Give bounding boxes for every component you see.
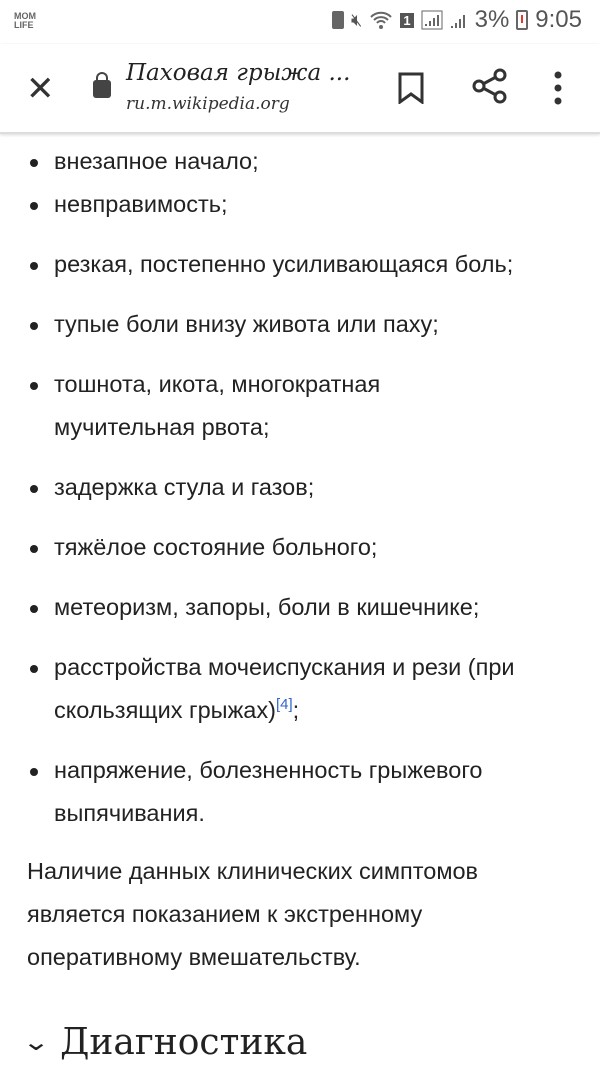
list-item [0, 646, 600, 732]
list-item-punctuation: ; [292, 697, 300, 723]
reference-link[interactable]: [4] [275, 696, 293, 714]
paragraph: Наличие данных клинических симптомов является показанием к экстренному оперативному вмешательству. [27, 858, 479, 970]
page-url[interactable]: ru.m.wikipedia.org [126, 94, 290, 114]
battery-low-icon [516, 10, 528, 30]
list-item: метеоризм, запоры, боли в кишечнике; [0, 586, 600, 629]
battery-saver-icon [332, 11, 344, 29]
app-notification-icon: MOM LIFE [14, 11, 36, 30]
list-item: тошнота, икота, многократная мучительная рвота; [0, 363, 600, 449]
mute-icon: 🔇︎ [351, 9, 363, 30]
status-bar [0, 0, 600, 44]
browser-toolbar [0, 44, 600, 134]
more-options-icon[interactable] [552, 70, 564, 106]
list-item: тупые боли внизу живота или паху; [0, 303, 600, 346]
list-item: тяжёлое состояние больного; [0, 526, 600, 569]
list-item: напряжение, болезненность грыжевого выпячивания. [0, 749, 600, 835]
chevron-down-icon[interactable]: ⌄ [21, 1028, 51, 1056]
page-title[interactable]: Паховая грыжа ... [126, 60, 351, 86]
sim-icon: 1 [400, 13, 413, 28]
list-item: невправимость; [0, 183, 600, 226]
list-item: резкая, постепенно усиливающаяся боль; [0, 243, 600, 286]
share-icon[interactable] [472, 68, 508, 104]
signal-icon-2 [450, 10, 468, 30]
symptom-list [0, 140, 600, 835]
clock: 9:05 [535, 6, 582, 33]
list-item: внезапное начало; [0, 140, 600, 183]
signal-icon [421, 10, 443, 30]
bookmark-icon[interactable] [398, 72, 424, 104]
section-heading-diagnostics[interactable] [0, 1021, 600, 1064]
section-heading-text: Диагностика [60, 1022, 308, 1063]
lock-icon[interactable] [93, 80, 111, 98]
list-item-text: расстройства мочеиспускания и рези (при скользящих грыжах) [54, 654, 515, 723]
list-item: задержка стула и газов; [0, 466, 600, 509]
article-content [0, 140, 600, 1064]
close-icon[interactable]: ✕ [26, 70, 55, 108]
wifi-icon [369, 10, 393, 30]
battery-percent: 3% [474, 6, 510, 33]
